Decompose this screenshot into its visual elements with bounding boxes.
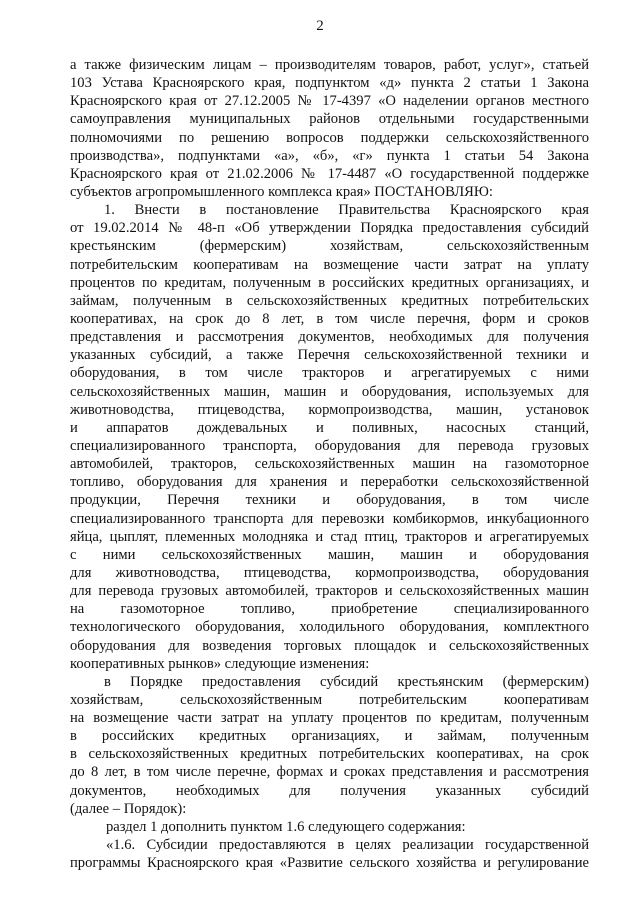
text-line: потребительским кооперативам на возмещение части затрат на уплату <box>70 256 589 273</box>
text-line: (далее – Порядок): <box>70 800 187 817</box>
page-number: 2 <box>316 18 324 34</box>
text-line: для животноводства, птицеводства, кормопроизводства, оборудования <box>70 564 589 581</box>
text-line: хозяйствам, сельскохозяйственным потребительским кооперативам <box>70 691 589 708</box>
text-line: субъектов агропромышленного комплекса края» ПОСТАНОВЛЯЮ: <box>70 183 493 200</box>
text-line: Красноярского края от 27.12.2005 № 17-4397 «О наделении органов местного <box>70 93 589 110</box>
text-line: процентов по кредитам, полученным в российских кредитных организациях, и <box>70 274 589 291</box>
text-line: сельскохозяйственных машин, машин и оборудования, используемых для <box>70 383 589 400</box>
text-line: автомобилей, тракторов, сельскохозяйственных машин на газомоторное <box>70 456 589 473</box>
text-line: раздел 1 дополнить пунктом 1.6 следующего содержания: <box>106 818 466 835</box>
text-line: продукции, Перечня техники и оборудования, в том числе <box>70 492 589 509</box>
text-line: 103 Устава Красноярского края, подпунктом «д» пункта 2 статьи 1 Закона <box>70 75 589 92</box>
text-line: кооперативных рынков» следующие изменения: <box>70 655 370 672</box>
text-line: яйца, цыплят, племенных молодняка и стад птиц, тракторов и агрегатируемых <box>70 528 589 545</box>
text-line: топливо, оборудования для хранения и переработки сельскохозяйственной <box>70 474 589 491</box>
text-line: технологического оборудования, холодильного оборудования, комплектного <box>70 619 589 636</box>
text-line: оборудования, в том числе тракторов и агрегатируемых с ними <box>70 365 589 382</box>
text-line: с ними сельскохозяйственных машин, машин и оборудования <box>70 546 589 563</box>
text-line: полномочиями по решению вопросов поддержки сельскохозяйственного <box>70 129 589 146</box>
text-line: на газомоторное топливо, приобретение специализированного <box>70 601 589 618</box>
text-line: «1.6. Субсидии предоставляются в целях реализации государственной <box>106 837 589 854</box>
text-line: Красноярского края от 21.02.2006 № 17-4487 «О государственной поддержке <box>70 165 589 182</box>
text-line: в сельскохозяйственных кредитных потребительских кооперативах, на срок <box>70 746 589 763</box>
text-line: а также физическим лицам – производителям товаров, работ, услуг», статьей <box>70 57 589 73</box>
text-line: производства», подпунктами «а», «б», «г» пункта 1 статьи 54 Закона <box>70 147 589 164</box>
document-body <box>70 56 589 872</box>
text-line: указанных субсидий, а также Перечня сельскохозяйственной техники и <box>70 347 589 364</box>
text-line: до 8 лет, в том числе перечне, формах и сроках представления и рассмотрения <box>70 764 589 781</box>
text-line: на возмещение части затрат на уплату процентов по кредитам, полученным <box>70 710 589 727</box>
text-line: в Порядке предоставления субсидий крестьянским (фермерским) <box>104 673 589 690</box>
text-line: оборудования для возведения торговых площадок и сельскохозяйственных <box>70 637 589 654</box>
text-line: займам, полученным в сельскохозяйственных кредитных потребительских <box>70 292 589 309</box>
text-line: специализированного транспорта для перевозки комбикормов, инкубационного <box>70 510 589 527</box>
text-line: крестьянским (фермерским) хозяйствам, сельскохозяйственным <box>70 238 589 255</box>
text-line: представления и рассмотрения документов, необходимых для получения <box>70 329 589 346</box>
text-line: специализированного транспорта, оборудования для перевода грузовых <box>70 437 589 454</box>
text-line: от 19.02.2014 № 48-п «Об утверждении Порядка предоставления субсидий <box>70 220 589 237</box>
text-line: самоуправления муниципальных районов отдельными государственными <box>70 111 589 128</box>
text-line: для перевода грузовых автомобилей, тракторов и сельскохозяйственных машин <box>70 583 589 600</box>
text-line: в российских кредитных организациях, и займам, полученным <box>70 728 589 745</box>
text-line: животноводства, птицеводства, кормопроизводства, машин, установок <box>70 401 589 418</box>
text-line: и аппаратов дождевальных и поливных, насосных станций, <box>70 419 589 436</box>
text-line: кооперативах, на срок до 8 лет, в том числе перечня, форм и сроков <box>70 310 589 327</box>
text-line: документов, необходимых для получения указанных субсидий <box>70 782 589 799</box>
text-line: 1. Внести в постановление Правительства Красноярского края <box>104 202 589 219</box>
text-line: программы Красноярского края «Развитие сельского хозяйства и регулирование <box>70 855 589 872</box>
